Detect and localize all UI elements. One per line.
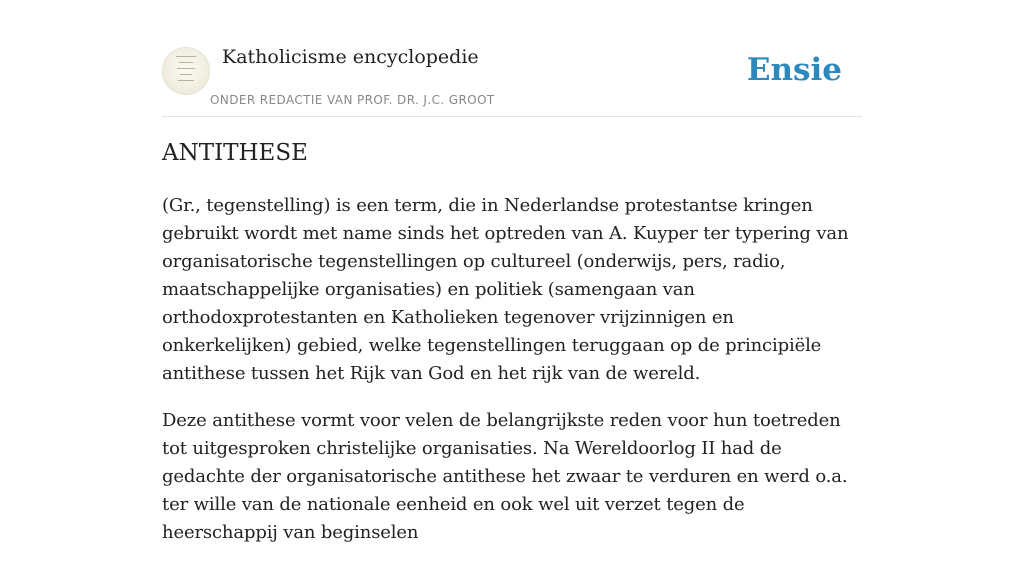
article-paragraph: (Gr., tegenstelling) is een term, die in Nederlandse protestantse kringen gebruikt wordt met name sinds het optreden van A. Kuyper ter typering van organisatorische tegenstellingen op cultureel (onderwijs, pers, radio, maatschappelijke organisaties) en politiek (samengaan van orthodoxprotestanten en Katholieken tegenover vrijzinnigen en onkerkelijken) gebied, welke tegenstellingen teruggaan op de principiële antithese tussen het Rijk van God en het rijk van de wereld. xyxy=(162,195,849,384)
article-body xyxy=(162,192,862,566)
encyclopedia-header xyxy=(162,40,862,117)
article-paragraph: Deze antithese vormt voor velen de belangrijkste reden voor hun toetreden tot uitgesproken christelijke organisaties. Na Wereldoorlog II had de gedachte der organisatorische antithese het zwaar te verduren en werd o.a. ter wille van de nationale eenheid en ook wel uit verzet tegen de heerschappij van beginselen xyxy=(162,410,848,543)
book-cover-thumbnail[interactable] xyxy=(162,47,210,95)
ensie-logo[interactable]: Ensie xyxy=(746,52,842,88)
article-title: ANTITHESE xyxy=(162,140,308,166)
book-title[interactable]: Katholicisme encyclopedie xyxy=(222,46,479,68)
editor-credit: ONDER REDACTIE VAN PROF. DR. J.C. GROOT xyxy=(210,93,495,107)
